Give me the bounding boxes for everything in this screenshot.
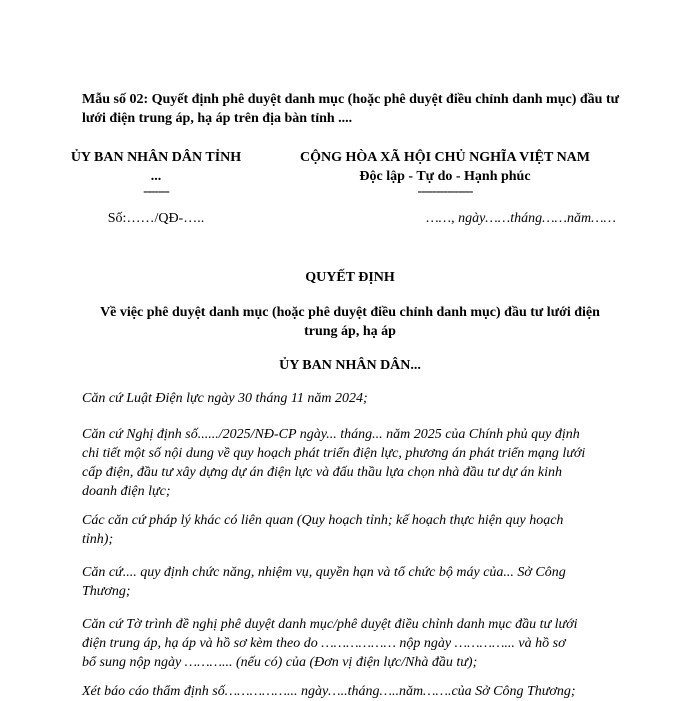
legal-basis-line: bổ sung nộp ngày ………... (nếu có) của (Đơn vị điện lực/Nhà đầu tư); <box>82 655 478 670</box>
national-motto-block <box>285 148 605 198</box>
document-number: Số:……/QĐ-….. <box>107 211 205 226</box>
legal-basis-line: chi tiết một số nội dung về quy hoạch phát triển điện lực, phương án phát triển mạng lưới <box>82 446 586 461</box>
authority-province: ... <box>150 169 162 184</box>
legal-basis-paragraph <box>82 425 618 501</box>
legal-basis-paragraph <box>82 511 618 549</box>
legal-basis-line: Căn cứ.... quy định chức năng, nhiệm vụ, quyền hạn và tổ chức bộ máy của... Sở Công <box>82 565 566 580</box>
legal-basis-line: cấp điện, đầu tư xây dựng dự án điện lực và đấu thầu lựa chọn nhà đầu tư dự án kinh <box>82 465 562 480</box>
legal-basis-paragraph <box>82 615 618 672</box>
authority-name: ỦY BAN NHÂN DÂN TỈNH <box>70 150 242 165</box>
issuer-heading: ỦY BAN NHÂN DÂN... <box>279 358 421 373</box>
legal-basis-line: Thương; <box>82 584 131 599</box>
legal-basis-paragraph <box>82 682 618 701</box>
legal-basis-paragraph <box>82 563 618 601</box>
place-date: ……, ngày……tháng……năm…… <box>426 211 616 226</box>
legal-basis-line: Căn cứ Nghị định số....../2025/NĐ-CP ngày... tháng... năm 2025 của Chính phủ quy định <box>82 427 580 442</box>
form-title: Mẫu số 02: Quyết định phê duyệt danh mục (hoặc phê duyệt điều chỉnh danh mục) đầu tư lưới điện trung áp, hạ áp trên địa bàn tỉnh .... <box>82 92 620 126</box>
motto-rule: --------------- <box>417 184 473 199</box>
legal-basis-line: tỉnh); <box>82 532 114 547</box>
national-motto: Độc lập - Tự do - Hạnh phúc <box>359 169 531 184</box>
decision-subject: Về việc phê duyệt danh mục (hoặc phê duyệt điều chỉnh danh mục) đầu tư lưới điện trung áp, hạ áp <box>100 305 600 339</box>
legal-basis-paragraph <box>82 389 618 408</box>
legal-basis-line: Xét báo cáo thẩm định số……………... ngày…..tháng…..năm…….của Sở Công Thương; <box>82 684 576 699</box>
legal-basis-line: điện trung áp, hạ áp và hồ sơ kèm theo do ……………… nộp ngày …………... và hồ sơ <box>82 636 566 651</box>
authority-rule: ------- <box>143 184 169 199</box>
legal-basis-line: Căn cứ Tờ trình đề nghị phê duyệt danh mục/phê duyệt điều chỉnh danh mục đầu tư lưới <box>82 617 578 632</box>
decision-title: QUYẾT ĐỊNH <box>305 270 395 285</box>
issuing-authority-block <box>70 148 242 198</box>
legal-basis-line: Căn cứ Luật Điện lực ngày 30 tháng 11 năm 2024; <box>82 391 368 406</box>
country-name: CỘNG HÒA XÃ HỘI CHỦ NGHĨA VIỆT NAM <box>299 150 590 165</box>
legal-basis-line: doanh điện lực; <box>82 484 171 499</box>
legal-basis-line: Các căn cứ pháp lý khác có liên quan (Quy hoạch tỉnh; kế hoạch thực hiện quy hoạch <box>82 513 564 528</box>
